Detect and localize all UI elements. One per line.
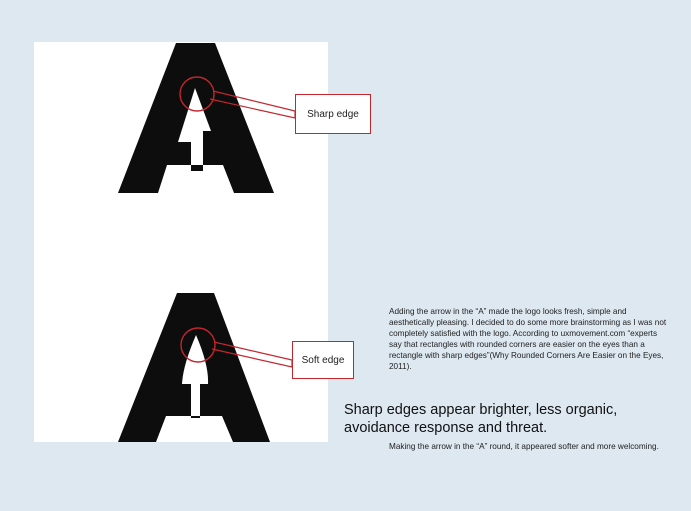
headline-sharp-edges: Sharp edges appear brighter, less organic, avoidance response and threat. bbox=[344, 402, 618, 436]
callout-sharp-label: Sharp edge bbox=[307, 108, 359, 120]
callout-soft-label: Soft edge bbox=[301, 354, 345, 366]
paragraph-rounded: Making the arrow in the “A” round, it appeared softer and more welcoming. bbox=[389, 442, 659, 451]
callout-soft-edge bbox=[292, 341, 354, 379]
callout-sharp-edge bbox=[295, 94, 371, 134]
paragraph-intro: Adding the arrow in the “A” made the logo looks fresh, simple and aesthetically pleasing. I decided to do some more brainstorming as I was not completely satisfied with the logo. According to uxmovement.com “experts say that rectangles with rounded corners are easier on the eyes than a rectangle with sharp edges”(Why Rounded Corners Are Easier on the Eyes, 2011). bbox=[389, 307, 667, 371]
logo-letter-a-bottom bbox=[118, 293, 270, 442]
